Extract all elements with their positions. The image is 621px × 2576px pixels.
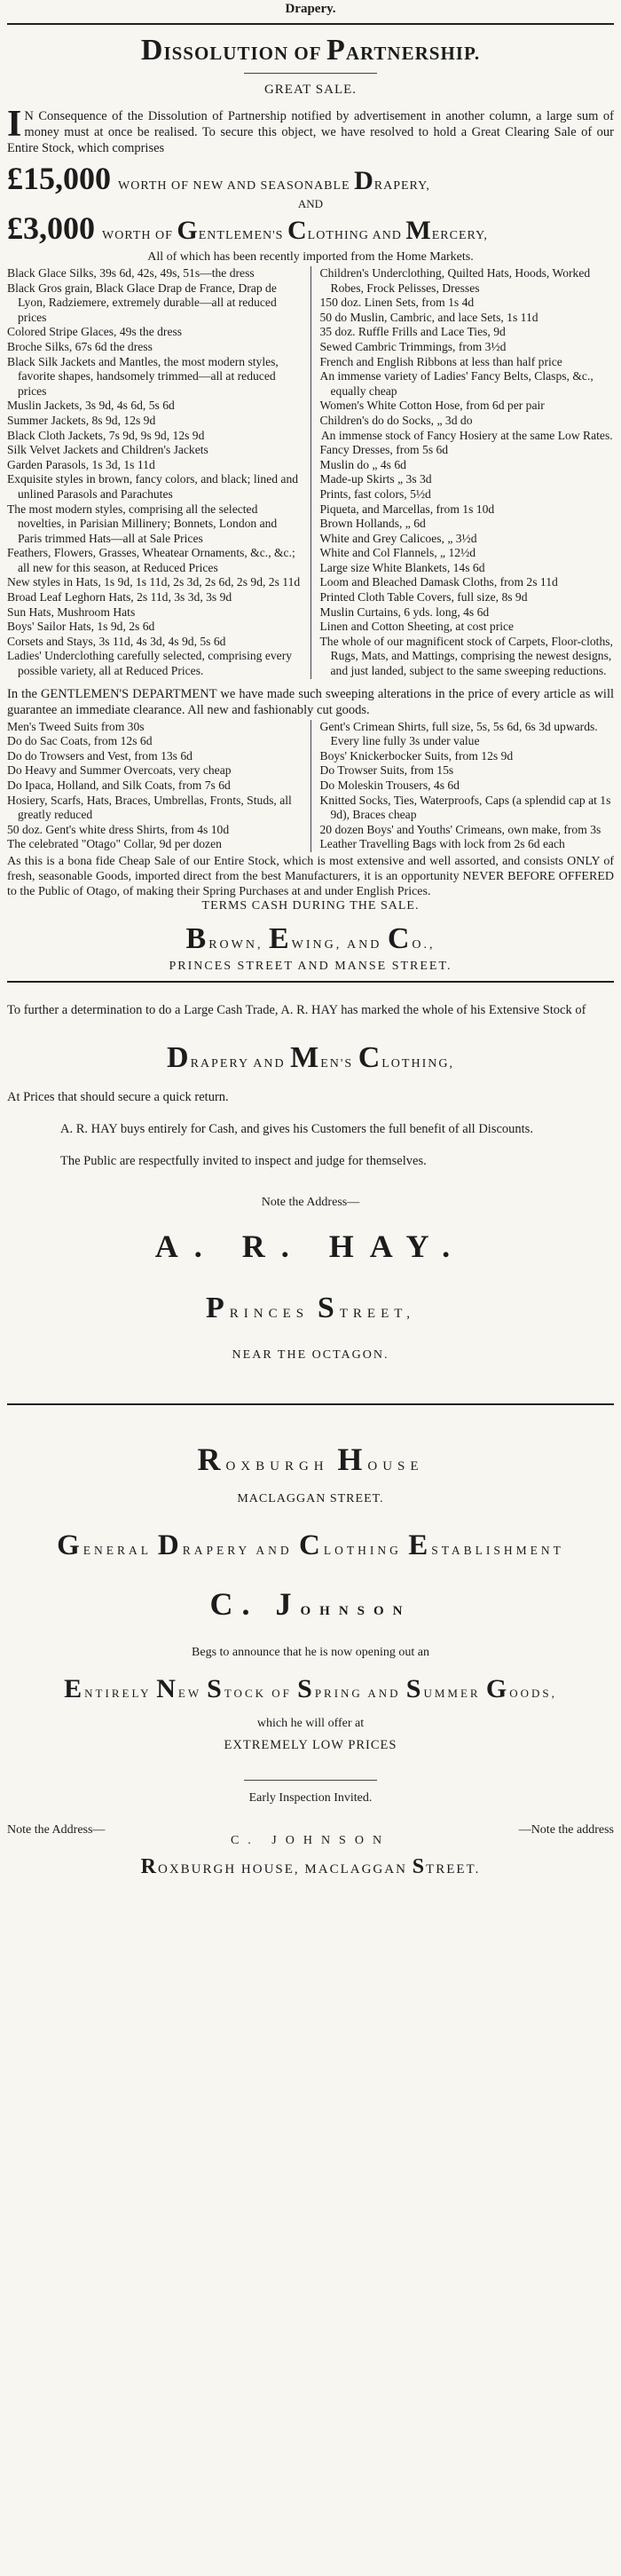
- list-item: Black Silk Jackets and Mantles, the most modern styles, favorite shapes, handsomely trimmed—all at reduced prices: [7, 354, 279, 398]
- list-item: Made-up Skirts „ 3s 3d: [319, 472, 432, 486]
- list-item: Broad Leaf Leghorn Hats, 2s 11d, 3s 3d, 3s 9d: [7, 590, 232, 604]
- addr-word: TREET.: [426, 1861, 481, 1877]
- stock-word: RAPERY AND: [190, 1056, 291, 1071]
- list-item: Muslin Curtains, 6 yds. long, 4s 6d: [319, 604, 490, 619]
- list-item: 20 dozen Boys' and Youths' Crimeans, own make, from 3s: [319, 822, 601, 836]
- ns-cap: E: [64, 1673, 85, 1703]
- header-rule: [7, 23, 614, 25]
- stock-word: LOTHING,: [381, 1056, 454, 1071]
- gen-cap: G: [57, 1529, 83, 1561]
- list-item: Do Moleskin Trousers, 4s 6d: [319, 778, 460, 792]
- list-item: Black Cloth Jackets, 7s 9d, 9s 9d, 12s 9d: [7, 428, 205, 442]
- ns-word: PRING AND: [314, 1686, 406, 1700]
- list-item: Children's do do Socks, „ 3d do: [319, 413, 473, 427]
- list-item: Brown Hollands, „ 6d: [319, 517, 426, 531]
- list-item: Exquisite styles in brown, fancy colors, and black; lined and unlined Parasols and Parachutes: [7, 472, 299, 501]
- list-item: Corsets and Stays, 3s 11d, 4s 3d, 4s 9d, 5s 6d: [7, 634, 226, 648]
- list-item: Gent's Crimean Shirts, full size, 5s, 5s 6d, 6s 3d upwards. Every line fully 3s under value: [319, 719, 598, 748]
- list-item: Summer Jackets, 8s 9d, 12s 9d: [7, 413, 156, 427]
- proprietor-name: [7, 1585, 614, 1623]
- list-item: Muslin Jackets, 3s 9d, 4s 6d, 5s 6d: [7, 399, 175, 413]
- intro-paragraph: [7, 104, 614, 156]
- gen-word: STABLISHMENT: [431, 1543, 564, 1557]
- list-item: Fancy Dresses, from 5s 6d: [319, 443, 449, 457]
- advert-roxburgh-house: [7, 1441, 614, 1879]
- list-item: Boys' Sailor Hats, 1s 9d, 2s 6d: [7, 620, 155, 634]
- list-item: Sewed Cambric Trimmings, from 3½d: [319, 339, 507, 353]
- hay-intro: To further a determination to do a Large Cash Trade, A. R. HAY has marked the whole of his Extensive Stock of: [7, 1002, 586, 1017]
- firm-word: O.,: [412, 937, 436, 952]
- list-item: An immense stock of Fancy Hosiery at the same Low Rates.: [320, 428, 613, 442]
- note-right: —Note the address: [518, 1822, 614, 1837]
- gents-item-columns: [7, 720, 614, 852]
- list-item: Boys' Knickerbocker Suits, from 12s 9d: [319, 748, 514, 763]
- advert-title: [7, 34, 614, 67]
- house-word: OUSE: [367, 1458, 424, 1474]
- list-item: Muslin do „ 4s 6d: [319, 457, 406, 471]
- low-prices-line: EXTREMELY LOW PRICES: [224, 1737, 397, 1752]
- list-item: The celebrated "Otago" Collar, 9d per dozen: [7, 837, 222, 851]
- title-word: ARTNERSHIP.: [345, 43, 481, 64]
- gents-left-column: [7, 720, 302, 852]
- ns-word: NTIRELY: [84, 1686, 157, 1700]
- list-item: 35 doz. Ruffle Frills and Lace Ties, 9d: [319, 325, 506, 339]
- title-word: ISSOLUTION OF: [163, 43, 327, 64]
- list-item: New styles in Hats, 1s 9d, 1s 11d, 2s 3d, 2s 6d, 2s 9d, 2s 11d: [7, 575, 301, 589]
- list-item: Leather Travelling Bags with lock from 2s 6d each: [319, 837, 565, 851]
- roxburgh-heading: [7, 1441, 614, 1478]
- ns-cap: S: [297, 1673, 315, 1703]
- hay-note: Note the Address—: [261, 1195, 360, 1209]
- which-line: which he will offer at: [256, 1716, 365, 1730]
- street-word: TREET,: [339, 1306, 416, 1321]
- amount-cap: D: [354, 166, 374, 195]
- begs-line: Begs to announce that he is now opening out an: [192, 1645, 429, 1659]
- firm-word: WING, AND: [291, 937, 388, 952]
- amount-description: [118, 166, 430, 196]
- list-item: Linen and Cotton Sheeting, at cost price: [319, 620, 515, 634]
- advert-separator: [7, 981, 614, 983]
- list-item: 50 doz. Gent's white dress Shirts, from 4s 10d: [7, 822, 230, 836]
- stock-word: EN'S: [320, 1056, 358, 1071]
- list-item: Do Ipaca, Holland, and Silk Coats, from 7s 6d: [7, 778, 231, 792]
- list-item: Do Trowser Suits, from 15s: [319, 763, 454, 778]
- hay-stock-heading: [7, 1041, 614, 1075]
- list-item: Feathers, Flowers, Grasses, Wheatear Ornaments, &c., &c.; all new for this season, at Reduced Prices: [7, 546, 295, 574]
- right-item-column: [320, 266, 615, 679]
- ns-cap: S: [405, 1673, 424, 1703]
- list-item: Large size White Blankets, 14s 6d: [319, 560, 485, 574]
- amount-word: RAPERY,: [373, 179, 430, 193]
- gen-word: LOTHING: [323, 1543, 409, 1557]
- list-item: An immense variety of Ladies' Fancy Belts, Clasps, &c., equally cheap: [319, 369, 593, 398]
- amount-word: WORTH OF NEW AND SEASONABLE: [118, 179, 355, 193]
- roxburgh-street: MACLAGGAN STREET.: [237, 1491, 384, 1505]
- firm-cap: C: [387, 921, 413, 955]
- establishment-heading: [7, 1529, 614, 1562]
- and-word: AND: [297, 197, 324, 210]
- hay-prices: At Prices that should secure a quick return.: [7, 1089, 229, 1104]
- drapery-item-columns: [7, 266, 614, 679]
- hay-name: A. R. HAY.: [154, 1228, 467, 1264]
- terms-line: TERMS CASH DURING THE SALE.: [201, 898, 420, 913]
- amount-line-clothing: [7, 209, 614, 247]
- list-item: Broche Silks, 67s 6d the dress: [7, 339, 153, 353]
- title-cap: P: [326, 34, 346, 67]
- street-cap: P: [205, 1291, 230, 1324]
- ns-cap: N: [156, 1673, 178, 1703]
- list-item: Children's Underclothing, Quilted Hats, Hoods, Worked Robes, Frock Pelisses, Dresses: [319, 266, 591, 295]
- list-item: Men's Tweed Suits from 30s: [7, 719, 145, 733]
- gen-cap: C: [299, 1529, 324, 1561]
- amount-word: LOTHING AND: [307, 229, 406, 242]
- closing-paragraph: As this is a bona fide Cheap Sale of our Entire Stock, which is most extensive and well assorted, and consists ONLY of fresh, seasonable Goods, imported direct from the best Manufacturers, it is an opportunity NEVER BEFORE OFFERED to the Public of Otago, of making their Spring Purchases at and under English Prices.: [7, 854, 614, 898]
- name-cap: C. J: [209, 1585, 301, 1622]
- amount-description: [102, 216, 488, 246]
- advert-separator: [7, 1403, 614, 1405]
- column-divider: [310, 266, 311, 679]
- amount-word: ERCERY,: [431, 229, 488, 242]
- amount-cap: M: [405, 216, 432, 245]
- list-item: Garden Parasols, 1s 3d, 1s 11d: [7, 457, 155, 471]
- johnson-name: C. JOHNSON: [230, 1833, 391, 1847]
- list-item: Silk Velvet Jackets and Children's Jackets: [7, 443, 208, 457]
- gents-intro: In the GENTLEMEN'S DEPARTMENT we have made such sweeping alterations in the price of every article as will guarantee an immediate clearance. All new and fashionably cut goods.: [7, 686, 614, 717]
- firm-cap: E: [268, 921, 292, 955]
- ns-cap: G: [485, 1673, 510, 1703]
- amount-value: £15,000: [7, 161, 111, 196]
- hay-near: NEAR THE OCTAGON.: [232, 1347, 389, 1362]
- firm-word: ROWN,: [208, 937, 269, 952]
- ns-cap: S: [207, 1673, 224, 1703]
- list-item: The most modern styles, comprising all the selected novelties, in Parisian Millinery; Bonnets, London and Paris trimmed Hats—all at Sale Prices: [7, 502, 278, 545]
- amount-cap: G: [177, 216, 199, 245]
- firm-address: PRINCES STREET AND MANSE STREET.: [169, 959, 452, 973]
- list-item: Prints, fast colors, 5½d: [319, 486, 431, 501]
- ns-word: UMMER: [423, 1686, 486, 1700]
- ns-word: TOCK OF: [224, 1686, 298, 1700]
- list-item: Piqueta, and Marcellas, from 1s 10d: [319, 502, 495, 516]
- early-inspection: Early Inspection Invited.: [248, 1790, 373, 1805]
- imported-line: All of which has been recently imported from the Home Markets.: [147, 250, 474, 264]
- list-item: Ladies' Underclothing carefully selected, comprising every possible variety, all at Reduced Prices.: [7, 649, 293, 678]
- hay-public: The Public are respectfully invited to inspect and judge for themselves.: [60, 1153, 427, 1168]
- name-rest: OHNSON: [300, 1603, 412, 1618]
- list-item: 150 doz. Linen Sets, from 1s 4d: [319, 296, 475, 310]
- section-header: Drapery.: [285, 2, 336, 16]
- amount-value: £3,000: [7, 210, 95, 246]
- intro-text: N Consequence of the Dissolution of Partnership notified by advertisement in another column, a large sum of money must at once be realised. To secure this object, we have resolved to hold a Great Clearing Sale of our Entire Stock, which comprises: [7, 109, 614, 155]
- list-item: White and Grey Calicoes, „ 3½d: [319, 531, 477, 545]
- amount-cap: C: [287, 216, 308, 245]
- list-item: White and Col Flannels, „ 12½d: [319, 546, 476, 560]
- ns-word: EW: [177, 1686, 208, 1700]
- new-stock-heading: [7, 1674, 614, 1704]
- list-item: Sun Hats, Mushroom Hats: [7, 604, 136, 619]
- gents-right-column: [320, 720, 615, 852]
- list-item: Women's White Cotton Hose, from 6d per pair: [319, 399, 545, 413]
- house-word: OXBURGH: [225, 1458, 338, 1474]
- amount-word: WORTH OF: [102, 229, 177, 242]
- divider: [244, 1780, 377, 1781]
- list-item: Loom and Bleached Damask Cloths, from 2s 11d: [319, 575, 558, 589]
- house-cap: R: [197, 1441, 226, 1477]
- street-word: RINCES: [229, 1306, 318, 1321]
- amount-line-drapery: [7, 160, 614, 197]
- street-cap: S: [317, 1291, 340, 1324]
- list-item: Do do Trowsers and Vest, from 13s 6d: [7, 748, 193, 763]
- note-left: Note the Address—: [7, 1822, 106, 1837]
- addr-cap: S: [412, 1854, 427, 1878]
- drop-cap: I: [7, 104, 22, 145]
- firm-name: [7, 922, 614, 956]
- list-item: Hosiery, Scarfs, Hats, Braces, Umbrellas, Fronts, Studs, all greatly reduced: [7, 793, 292, 822]
- column-divider: [310, 720, 311, 852]
- gen-cap: E: [408, 1529, 432, 1561]
- great-sale-heading: GREAT SALE.: [263, 83, 358, 97]
- list-item: Do Heavy and Summer Overcoats, very cheap: [7, 763, 232, 778]
- hay-buys: A. R. HAY buys entirely for Cash, and gives his Customers the full benefit of all Discounts.: [60, 1121, 533, 1136]
- list-item: Printed Cloth Table Covers, full size, 8s 9d: [319, 590, 528, 604]
- list-item: Knitted Socks, Ties, Waterproofs, Caps (a splendid cap at 1s 9d), Braces cheap: [319, 793, 611, 822]
- list-item: Black Gros grain, Black Glace Drap de France, Drap de Lyon, Radziemere, extremely durable—all at reduced prices: [7, 281, 277, 324]
- list-item: 50 do Muslin, Cambric, and lace Sets, 1s 11d: [319, 310, 538, 324]
- house-cap: H: [337, 1441, 368, 1477]
- johnson-address: [7, 1855, 614, 1879]
- list-item: Black Glace Silks, 39s 6d, 42s, 49s, 51s—the dress: [7, 266, 255, 280]
- hay-street: [7, 1292, 614, 1325]
- gen-word: ENERAL: [83, 1543, 158, 1557]
- title-cap: D: [140, 34, 164, 67]
- addr-cap: R: [140, 1854, 158, 1878]
- list-item: French and English Ribbons at less than half price: [319, 354, 562, 368]
- advert-brown-ewing: [7, 34, 614, 974]
- list-item: Do do Sac Coats, from 12s 6d: [7, 734, 153, 748]
- gen-word: RAPERY AND: [182, 1543, 299, 1557]
- divider: [244, 73, 377, 74]
- left-item-column: [7, 266, 302, 679]
- stock-cap: C: [358, 1040, 382, 1074]
- advert-ar-hay: [7, 1002, 614, 1363]
- stock-cap: M: [290, 1040, 321, 1074]
- addr-word: OXBURGH HOUSE, MACLAGGAN: [158, 1861, 413, 1877]
- firm-cap: B: [185, 921, 209, 955]
- gen-cap: D: [157, 1529, 183, 1561]
- list-item: Colored Stripe Glaces, 49s the dress: [7, 325, 183, 339]
- list-item: The whole of our magnificent stock of Carpets, Floor-cloths, Rugs, Mats, and Mattings, comprising the newest designs, and just landed, subject to the same sweeping reductions.: [319, 634, 613, 678]
- amount-word: ENTLEMEN'S: [198, 229, 287, 242]
- ns-word: OODS,: [509, 1686, 557, 1700]
- stock-cap: D: [167, 1040, 191, 1074]
